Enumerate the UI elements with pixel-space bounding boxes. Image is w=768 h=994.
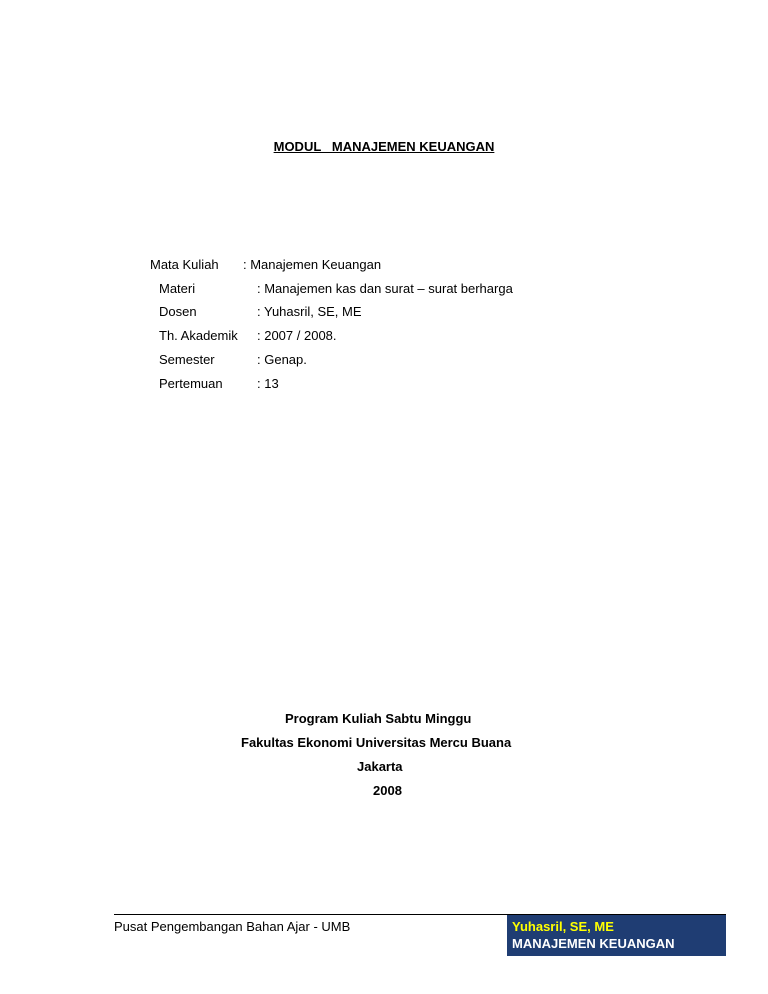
info-label: Semester [159, 352, 215, 367]
footer-author: Yuhasril, SE, ME [512, 919, 614, 934]
info-value: : Manajemen Keuangan [243, 257, 382, 272]
info-label: Materi [159, 281, 196, 296]
info-value: : 2007 / 2008. [257, 328, 337, 343]
city-name: Jakarta [357, 759, 403, 774]
program-name: Program Kuliah Sabtu Minggu [285, 711, 472, 726]
module-title: MODUL MANAJEMEN KEUANGAN [273, 139, 495, 154]
year: 2008 [373, 783, 402, 798]
info-label: Mata Kuliah [150, 257, 219, 272]
footer-author-box [507, 915, 726, 956]
info-label: Pertemuan [159, 376, 223, 391]
info-label: Dosen [159, 304, 197, 319]
info-value: : 13 [257, 376, 279, 391]
info-value: : Manajemen kas dan surat – surat berharga [257, 281, 513, 296]
info-value: : Genap. [257, 352, 307, 367]
info-value: : Yuhasril, SE, ME [257, 304, 362, 319]
footer-publisher: Pusat Pengembangan Bahan Ajar - UMB [114, 919, 351, 934]
info-label: Th. Akademik [159, 328, 238, 343]
faculty-name: Fakultas Ekonomi Universitas Mercu Buana [241, 735, 512, 750]
footer-course: MANAJEMEN KEUANGAN [512, 936, 675, 951]
